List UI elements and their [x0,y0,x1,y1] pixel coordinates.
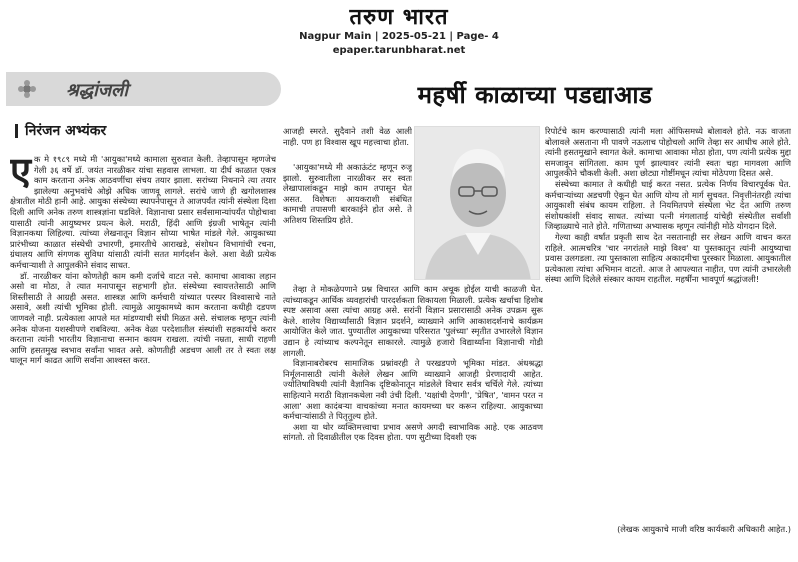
paragraph: 'आयुका'मध्ये मी अकाऊंटंट म्हणून रुजू झालो. सुरुवातीला नारळीकर सर स्वतः लेखापालांकडून माझे काम तपासून घेत असत. विशेषतः आयकराशी संबंधित कामाची तपासणी बारकाईने होत असे. ते अतिशय शिस्तप्रिय होते. [283,162,412,225]
author-marker [15,124,18,138]
paragraph: रिपोर्टचे काम करण्यासाठी त्यांनी मला ऑफिसमध्ये बोलावले होते. नऊ वाजता बोलावले असताना मी पावणे नऊलाच पोहोचलो आणि तेव्हा सर आधीच आले होते. त्यांनी हसतमुखाने स्वागत केले. कामाचा आवाका मोठा होता, पण त्यांनी प्रत्येक मुद्दा समजावून सांगितला. काम पूर्ण झाल्यावर त्यांनी स्वतः चहा मागवला आणि आपुलकीने चौकशी केली. अशा छोट्या गोष्टींमधून त्यांचा मोठेपणा दिसत असे. [545,126,791,179]
logo-text: तरुण भारत [349,4,449,30]
article-headline: महर्षी काळाच्या पडद्याआड [417,81,653,109]
edition-line: Nagpur Main | 2025-05-21 | Page- 4 [299,31,499,42]
paragraph: तेव्हा ते मोकळेपणाने प्रश्न विचारत आणि काम अचूक होईल याची काळजी घेत. त्यांच्याकडून आर्थिक व्यवहारांची पारदर्शकता शिकायला मिळाली. प्रत्येक खर्चाचा हिशोब स्पष्ट असावा असा त्यांचा आग्रह असे. सरांनी विज्ञान प्रसारासाठी अनेक उपक्रम सुरू केले. शालेय विद्यार्थ्यांसाठी विज्ञान प्रदर्शने, व्याख्याने आणि आकाशदर्शनाचे कार्यक्रम आयोजित केले जात. पुण्यातील आयुकाच्या परिसरात 'पुलंच्या' स्मृतीत उभारलेले विज्ञान उद्यान हे त्यांच्याच कल्पनेतून साकारले. त्यामुळे हजारो विद्यार्थ्यांना विज्ञानाची गोडी लागली. [283,284,543,358]
section-tag [6,72,281,106]
section-tag-label: श्रद्धांजली [66,80,129,101]
flower-ornament-icon [16,79,38,99]
article-column-3 [545,126,791,522]
portrait-illustration [415,127,540,280]
author-name: निरंजन अभ्यंकर [25,123,107,139]
masthead [0,0,798,60]
newspaper-logo [318,4,480,30]
paragraph: गेल्या काही वर्षांत प्रकृती साथ देत नसतानाही सर लेखन आणि वाचन करत राहिले. आत्मचरित्र 'चार नगरांतले माझे विश्व' या पुस्तकातून त्यांनी आयुष्याचा प्रवास उलगडला. त्या पुस्तकाला साहित्य अकादमीचा पुरस्कार मिळाला. आयुकातील प्रत्येकाला त्यांचा अभिमान वाटतो. आज ते आपल्यात नाहीत, पण त्यांनी उभारलेली संस्था आणि दिलेले संस्कार कायम राहतील. महर्षींना भावपूर्ण श्रद्धांजली! [545,231,791,285]
epaper-url: epaper.tarunbharat.net [332,45,466,56]
paragraph: संस्थेच्या कामात ते कधीही घाई करत नसत. प्रत्येक निर्णय विचारपूर्वक घेत. कर्मचाऱ्यांच्या अडचणी ऐकून घेत आणि योग्य तो मार्ग सुचवत. निवृत्तीनंतरही त्यांचा आयुकाशी संबंध कायम राहिला. ते नियमितपणे संस्थेला भेट देत आणि तरुण संशोधकांशी संवाद साधत. त्यांच्या पत्नी मंगलाताई यांचेही संस्थेतील सर्वांशी जिव्हाळ्याचे नाते होते. गणिताच्या अभ्यासक म्हणून त्यांनीही मोठे योगदान दिले. [545,178,791,232]
paragraph: डॉ. नारळीकर यांना कोणतेही काम कमी दर्जाचे वाटत नसे. कामाचा आवाका लहान असो वा मोठा, ते त्यात मनापासून सहभागी होत. संस्थेच्या स्वायत्ततेसाठी आणि शिस्तीसाठी ते आग्रही असत. शास्त्रज्ञ आणि कर्मचारी यांच्यात परस्पर विश्वासाचे नाते असावे, अशी त्यांची भूमिका होती. त्यामुळे आयुकामध्ये काम करताना कधीही दडपण जाणवले नाही. प्रत्येकाला आपले मत मांडण्याची संधी मिळत असे. संचालक म्हणून त्यांनी अनेक योजना यशस्वीपणे राबविल्या. अनेक वेळा परदेशातील संस्थांशी सहकार्याचे करार करताना त्यांनी भारतीय विज्ञानाचा सन्मान कायम राखला. त्यांची नम्रता, साधी राहणी आणि हसतमुख स्वभाव सर्वांना भावत असे. कोणतीही अडचण आली तर ते स्वतः लक्ष घालून मार्ग काढत आणि सर्वांना आश्वस्त करत. [10,270,276,366]
paragraph: अशा या थोर व्यक्तिमत्त्वाचा प्रभाव असणे अगदी स्वाभाविक आहे. एक आठवण सांगतो. तो दिवाळीतील एक दिवस होता. पण सुटीच्या दिवशी एक [283,421,543,443]
paragraph: क मे १९८९ मध्ये मी 'आयुका'मध्ये कामाला सुरुवात केली. तेव्हापासून म्हणजेच गेली ३६ वर्षे डॉ. जयंत नारळीकर यांचा सहवास लाभला. या दीर्घ काळात एकत्र काम करताना अनेक आठवणींचा संचय तयार झाला. सरांच्या निधनाने त्या तयार झालेल्या अनुभवांचे ओझे अधिक जाणवू लागले. सरांचे जाणे ही खगोलशास्त्र क्षेत्रातील मोठी हानी आहे. आयुका संस्थेच्या स्थापनेपासून ते आजपर्यंत त्यांनी संस्थेला दिशा दिली आणि अनेक तरुण शास्त्रज्ञांना घडविले. विज्ञानाचा प्रसार सर्वसामान्यांपर्यंत पोहोचावा यासाठी त्यांनी आयुष्यभर प्रयत्न केले. मराठी, हिंदी आणि इंग्रजी भाषेतून त्यांनी विज्ञानकथा लिहिल्या. त्यांच्या लेखनातून विज्ञान सोप्या भाषेत मांडले गेले. आयुकाच्या प्रारंभीच्या काळात संस्थेची उभारणी, इमारतीचे आराखडे, संशोधन विभागांची रचना, ग्रंथालय आणि संगणक सुविधा यांसाठी त्यांनी सतत मार्गदर्शन केले. अशा वेळी प्रत्येक कर्मचाऱ्याशी ते आपुलकीने संवाद साधत. [10,154,276,270]
portrait-photo [414,126,540,280]
author-note: (लेखक आयुकाचे माजी वरिष्ठ कार्यकारी अधिकारी आहेत.) [617,524,791,534]
dropcap: ए [10,154,32,193]
article-column-2-top [283,126,412,154]
paragraph: आजही स्मरते. सुदैवाने तशी वेळ आली नाही. पण हा विश्वास खूप महत्त्वाचा होता. [283,126,412,147]
article-column-2-continued [283,284,543,536]
article-column-1 [10,154,276,554]
article-column-2 [283,162,412,284]
paragraph: विज्ञानाबरोबरच सामाजिक प्रश्नांवरही ते परखडपणे भूमिका मांडत. अंधश्रद्धा निर्मूलनासाठी त्यांनी केलेले लेखन आणि व्याख्याने आजही प्रेरणादायी आहेत. ज्योतिषाविषयी त्यांनी वैज्ञानिक दृष्टिकोनातून मांडलेले विचार सर्वत्र चर्चिले गेले. त्यांच्या साहित्याने मराठी विज्ञानकथेला नवी उंची दिली. 'यक्षांची देणगी', 'प्रेषित', 'वामन परत न आला' अशा कादंबऱ्या वाचकांच्या मनात कायमच्या घर करून राहिल्या. आयुकाच्या कर्मचाऱ्यांसाठी ते पितृतुल्य होते. [283,358,543,422]
